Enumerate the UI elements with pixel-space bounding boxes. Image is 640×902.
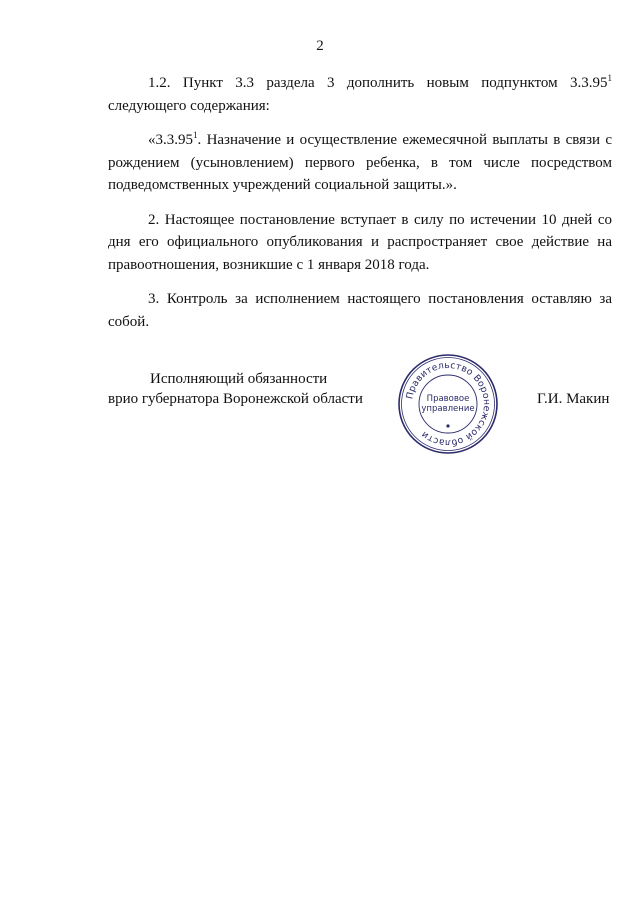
paragraph-1-2-text: 1.2. Пункт 3.3 раздела 3 дополнить новым подпунктом 3.3.95: [148, 75, 608, 91]
stamp-ring-text: Правительство Воронежской области: [404, 359, 493, 449]
paragraph-2: 2. Настоящее постановление вступает в силу по истечении 10 дней со дня его официального опубликования и распространяет свое действие на правоотношения, возникшие с 1 января 2018 года.: [108, 211, 612, 273]
page-number: 2: [316, 38, 324, 54]
signatory-title-line-1: Исполняющий обязанности: [150, 371, 328, 387]
paragraph-1-2-tail: следующего содержания:: [108, 97, 270, 114]
superscript: 1: [193, 130, 198, 140]
paragraph-quote: [108, 129, 612, 197]
paragraph-3: 3. Контроль за исполнением настоящего постановления оставляю за собой.: [108, 291, 612, 330]
paragraph-1-2: [108, 72, 612, 117]
superscript: 1: [607, 73, 612, 83]
paragraph-quote-text: «3.3.95: [148, 132, 193, 148]
stamp-center-line-2: управление: [421, 404, 475, 414]
paragraph-quote-tail: . Назначение и осуществление ежемесячной выплаты в связи с рождением (усыновлением) первого ребенка, в том числе посредством подведомственных учреждений социальной защиты.».: [108, 132, 612, 193]
stamp-center-line-1: Правовое: [426, 394, 470, 404]
document-body: [108, 72, 612, 345]
official-stamp: [396, 352, 500, 456]
signatory-title-line-2: врио губернатора Воронежской области: [108, 391, 363, 407]
signatory-title: [108, 369, 368, 409]
signatory-name: Г.И. Макин: [537, 391, 610, 407]
stamp-seal-icon: [396, 352, 500, 456]
